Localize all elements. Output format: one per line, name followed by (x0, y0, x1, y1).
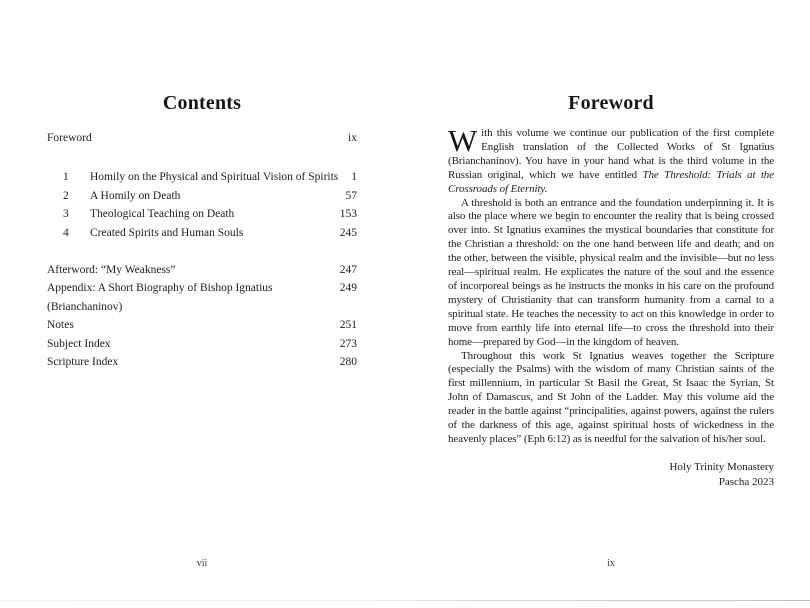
toc-entry (47, 353, 357, 371)
toc-entry-page: 280 (339, 356, 357, 369)
toc-entry-page: 1 (351, 171, 357, 184)
toc-entry-label: Homily on the Physical and Spiritual Vision of Spirits (90, 171, 339, 184)
toc-entry (47, 129, 357, 147)
toc-entry (47, 261, 357, 279)
toc-entry-label: Notes (47, 319, 74, 332)
toc-entry-label: Scripture Index (47, 356, 119, 369)
monastery-name: Holy Trinity Monastery (669, 460, 774, 473)
chapter-number: 2 (63, 189, 69, 202)
foreword-title: Foreword (568, 92, 654, 114)
toc-entry (47, 168, 357, 186)
foreword-paragraph-1 (448, 123, 774, 197)
foreword-paragraph-2: A threshold is both an entrance and the foundation underpinning it. It is also the place where we begin to encounter the reality that is being crossed over into. St Ignatius examines the mystical boundaries that constitute for the Christian a threshold: on the one hand between life and death; and on the other, between the visible, physical realm and the invisible—but no less real—spiritual realm. He explicates the nature of the soul and the essence of incorporeal beings as he instructs the monks in his care on the profound mystery of Christianity that can transform humanity from a carnal to a spiritual state. He teaches the necessity to act on this knowledge in order to move from earthly life into eternal life—to cross the threshold into their home—prepared by God—in the kingdom of heaven. (448, 196, 774, 348)
toc-entry-page: 153 (339, 208, 357, 221)
toc-entry-page: 245 (339, 226, 357, 239)
drop-cap: W (448, 123, 478, 158)
toc-entry-label: Theological Teaching on Death (90, 208, 235, 221)
toc-entry-page: 251 (339, 319, 357, 332)
page-bottom-edge (0, 600, 810, 601)
toc-entry-page: 57 (345, 189, 357, 202)
toc-entry-label: Afterword: “My Weakness” (47, 264, 176, 277)
toc-entry-page: ix (348, 132, 357, 144)
page-folio-right: ix (607, 558, 615, 569)
toc-entry (47, 224, 357, 242)
toc-entry-label: Created Spirits and Human Souls (90, 226, 244, 239)
toc-entry (47, 205, 357, 223)
toc-entry-page: 249 (339, 282, 357, 295)
table-of-contents (47, 129, 357, 371)
contents-title: Contents (162, 92, 242, 114)
date-line: Pascha 2023 (718, 475, 774, 488)
toc-back-matter (47, 261, 357, 371)
contents-page (47, 92, 357, 371)
toc-entry (47, 316, 357, 334)
paragraph-text: ith this volume we continue our publication of the first complete English translation of the Collected Works of St Ignatius (Brianchaninov). You have in your hand what is the third volume in the Russian original, which we have entitled (448, 127, 774, 181)
toc-entry-label: A Homily on Death (90, 189, 181, 202)
foreword-paragraph-3: Throughout this work St Ignatius weaves together the Scripture (especially the Psalms) with the wisdom of many Christian saints of the first millennium, in particular St Basil the Great, St Isaac the Syrian, St John of Damascus, and St John of the Ladder. May this volume aid the reader in the battle against “principalities, against powers, against the rulers of the darkness of this age, against spiritual hosts of wickedness in the heavenly places” (Eph 6:12) as is needful for the salvation of his/her soul. (448, 349, 774, 445)
toc-chapter-list (47, 168, 357, 242)
chapter-number: 3 (63, 208, 69, 221)
chapter-number: 1 (63, 171, 69, 184)
foreword-body (448, 123, 774, 447)
chapter-number: 4 (63, 226, 69, 239)
toc-front-matter (47, 129, 357, 147)
toc-entry-label: Appendix: A Short Biography of Bishop Ignatius (Brianchaninov) (47, 282, 273, 313)
toc-entry-label: Subject Index (47, 337, 111, 350)
page-folio-left: vii (196, 558, 208, 569)
toc-entry-label: Foreword (47, 132, 92, 144)
signature-block (448, 460, 774, 490)
toc-entry (47, 335, 357, 353)
book-title-italic: The Threshold: Trials at the Crossroads of Eternity. (448, 168, 774, 195)
toc-entry-page: 273 (339, 337, 357, 350)
toc-entry (47, 279, 357, 316)
toc-entry-page: 247 (339, 264, 357, 277)
toc-entry (47, 187, 357, 205)
foreword-page (448, 92, 774, 490)
